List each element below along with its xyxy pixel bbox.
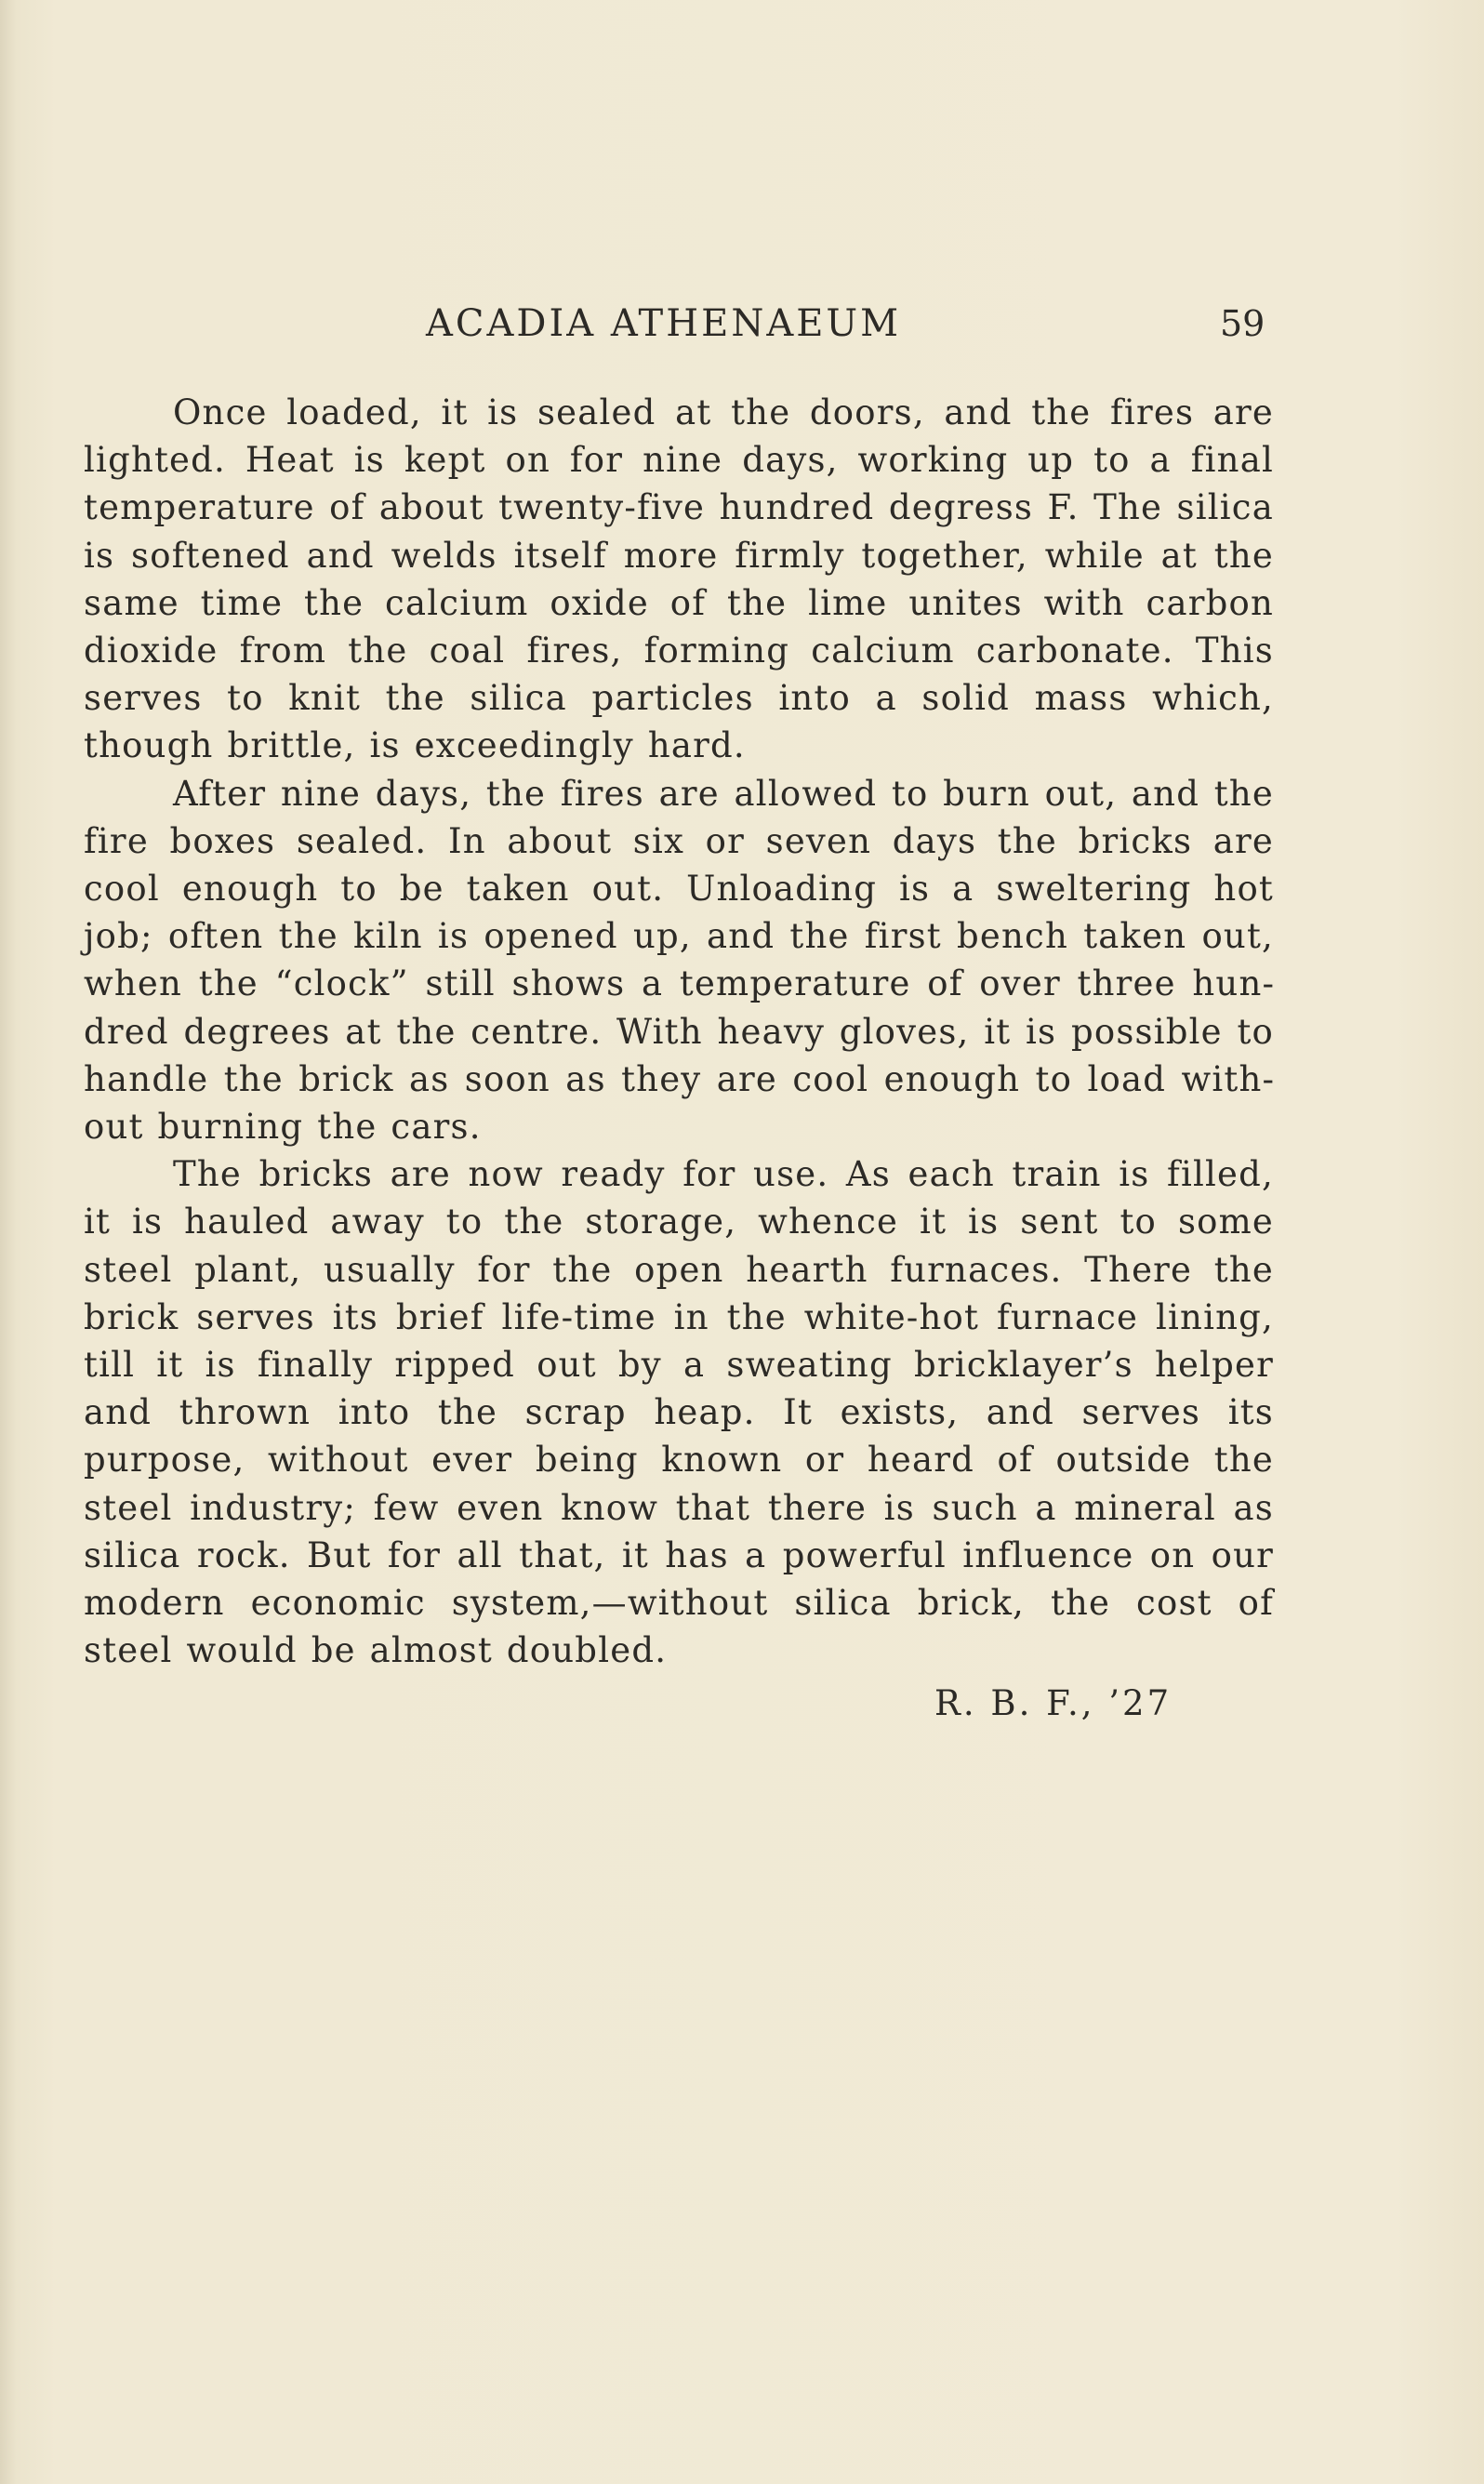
paragraph-1: Once loaded, it is sealed at the doors, and the fires are lighted. Heat is kept on for nine days, working up to a final temperature of about twenty-five hundred degress F. The silica is softened and welds itself more firmly together, while at the same time the calcium oxide of the lime unites with carbon dioxide from the coal fires, forming calcium carbonate. This serves to knit the silica particles into a solid mass which, though brittle, is exceedingly hard. <box>84 392 1274 766</box>
author-signature: R. B. F., ’27 <box>934 1683 1173 1723</box>
page-header <box>84 296 1274 352</box>
article-body <box>84 389 1274 1674</box>
paragraph-3: The bricks are now ready for use. As each train is filled, it is hauled away to the storage, whence it is sent to some steel plant, usually for the open hearth furnaces. There the brick serves its brief life-time in the white-hot furnace lining, till it is finally ripped out by a sweating bricklayer’s helper and thrown into the scrap heap. It exists, and serves its purpose, without ever being known or heard of outside the steel industry; few even know that there is such a mineral as silica rock. But for all that, it has a powerful influence on our modern economic system,—without silica brick, the cost of steel would be almost doubled. <box>84 1154 1274 1671</box>
paragraph-2: After nine days, the fires are allowed to burn out, and the fire boxes sealed. In about six or seven days the bricks are cool enough to be taken out. Unloading is a sweltering hot job; often the kiln is opened up, and the first bench taken out, when the “clock” still shows a temperature of over three hundred degrees at the centre. With heavy gloves, it is possible to handle the brick as soon as they are cool enough to load without burning the cars. <box>84 773 1274 1148</box>
page-number: 59 <box>1220 303 1265 344</box>
running-title: ACADIA ATHENAEUM <box>426 302 902 345</box>
